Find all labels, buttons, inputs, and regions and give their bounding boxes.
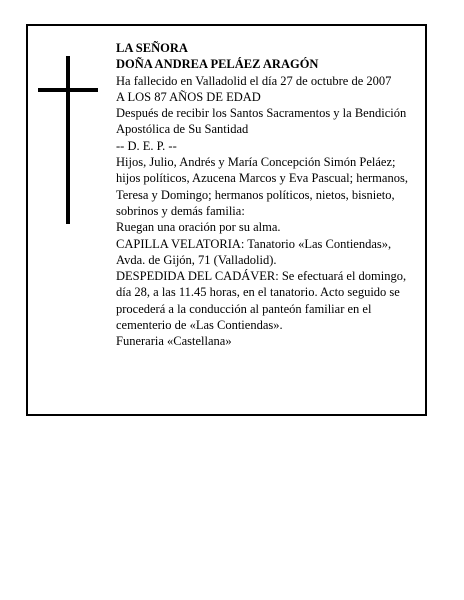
farewell-paragraph [116, 268, 421, 333]
sacraments-line: Después de recibir los Santos Sacramentos y la Bendición Apostólica de Su Santidad [116, 106, 407, 137]
farewell-text: Se efectuará el domingo, día 28, a las 11.45 horas, en el tanatorio. Acto seguido se procederá a la conducción al panteón familiar en el cementerio de «Las Contiendas». [116, 269, 407, 333]
chapel-line: CAPILLA VELATORIA: Tanatorio «Las Contiendas», Avda. de Gijón, 71 (Valladolid). [116, 236, 392, 267]
death-line: Ha fallecido en Valladolid el día 27 de octubre de 2007 [116, 73, 392, 88]
family-paragraph: Hijos, Julio, Andrés y María Concepción Simón Peláez; hijos políticos, Azucena Marcos y Eva Pascual; hermanos, Teresa y Domingo; hermanos políticos, nietos, bisnieto, sobrinos y demás familia: [116, 155, 408, 218]
notice-title: LA SEÑORA [116, 41, 188, 55]
deceased-name: DOÑA ANDREA PELÁEZ ARAGÓN [116, 57, 319, 72]
cross-vertical-bar [66, 56, 70, 224]
farewell-label: DESPEDIDA DEL CADÁVER: [116, 269, 279, 284]
cross-horizontal-bar [38, 88, 98, 92]
notice-text [116, 40, 421, 350]
obituary-notice [26, 24, 427, 416]
rip-line: -- D. E. P. -- [116, 138, 177, 153]
funeral-home-line: Funeraria «Castellana» [116, 334, 232, 349]
prayer-line: Ruegan una oración por su alma. [116, 220, 281, 235]
cross-icon [38, 56, 98, 224]
age-line: A LOS 87 AÑOS DE EDAD [116, 89, 261, 104]
